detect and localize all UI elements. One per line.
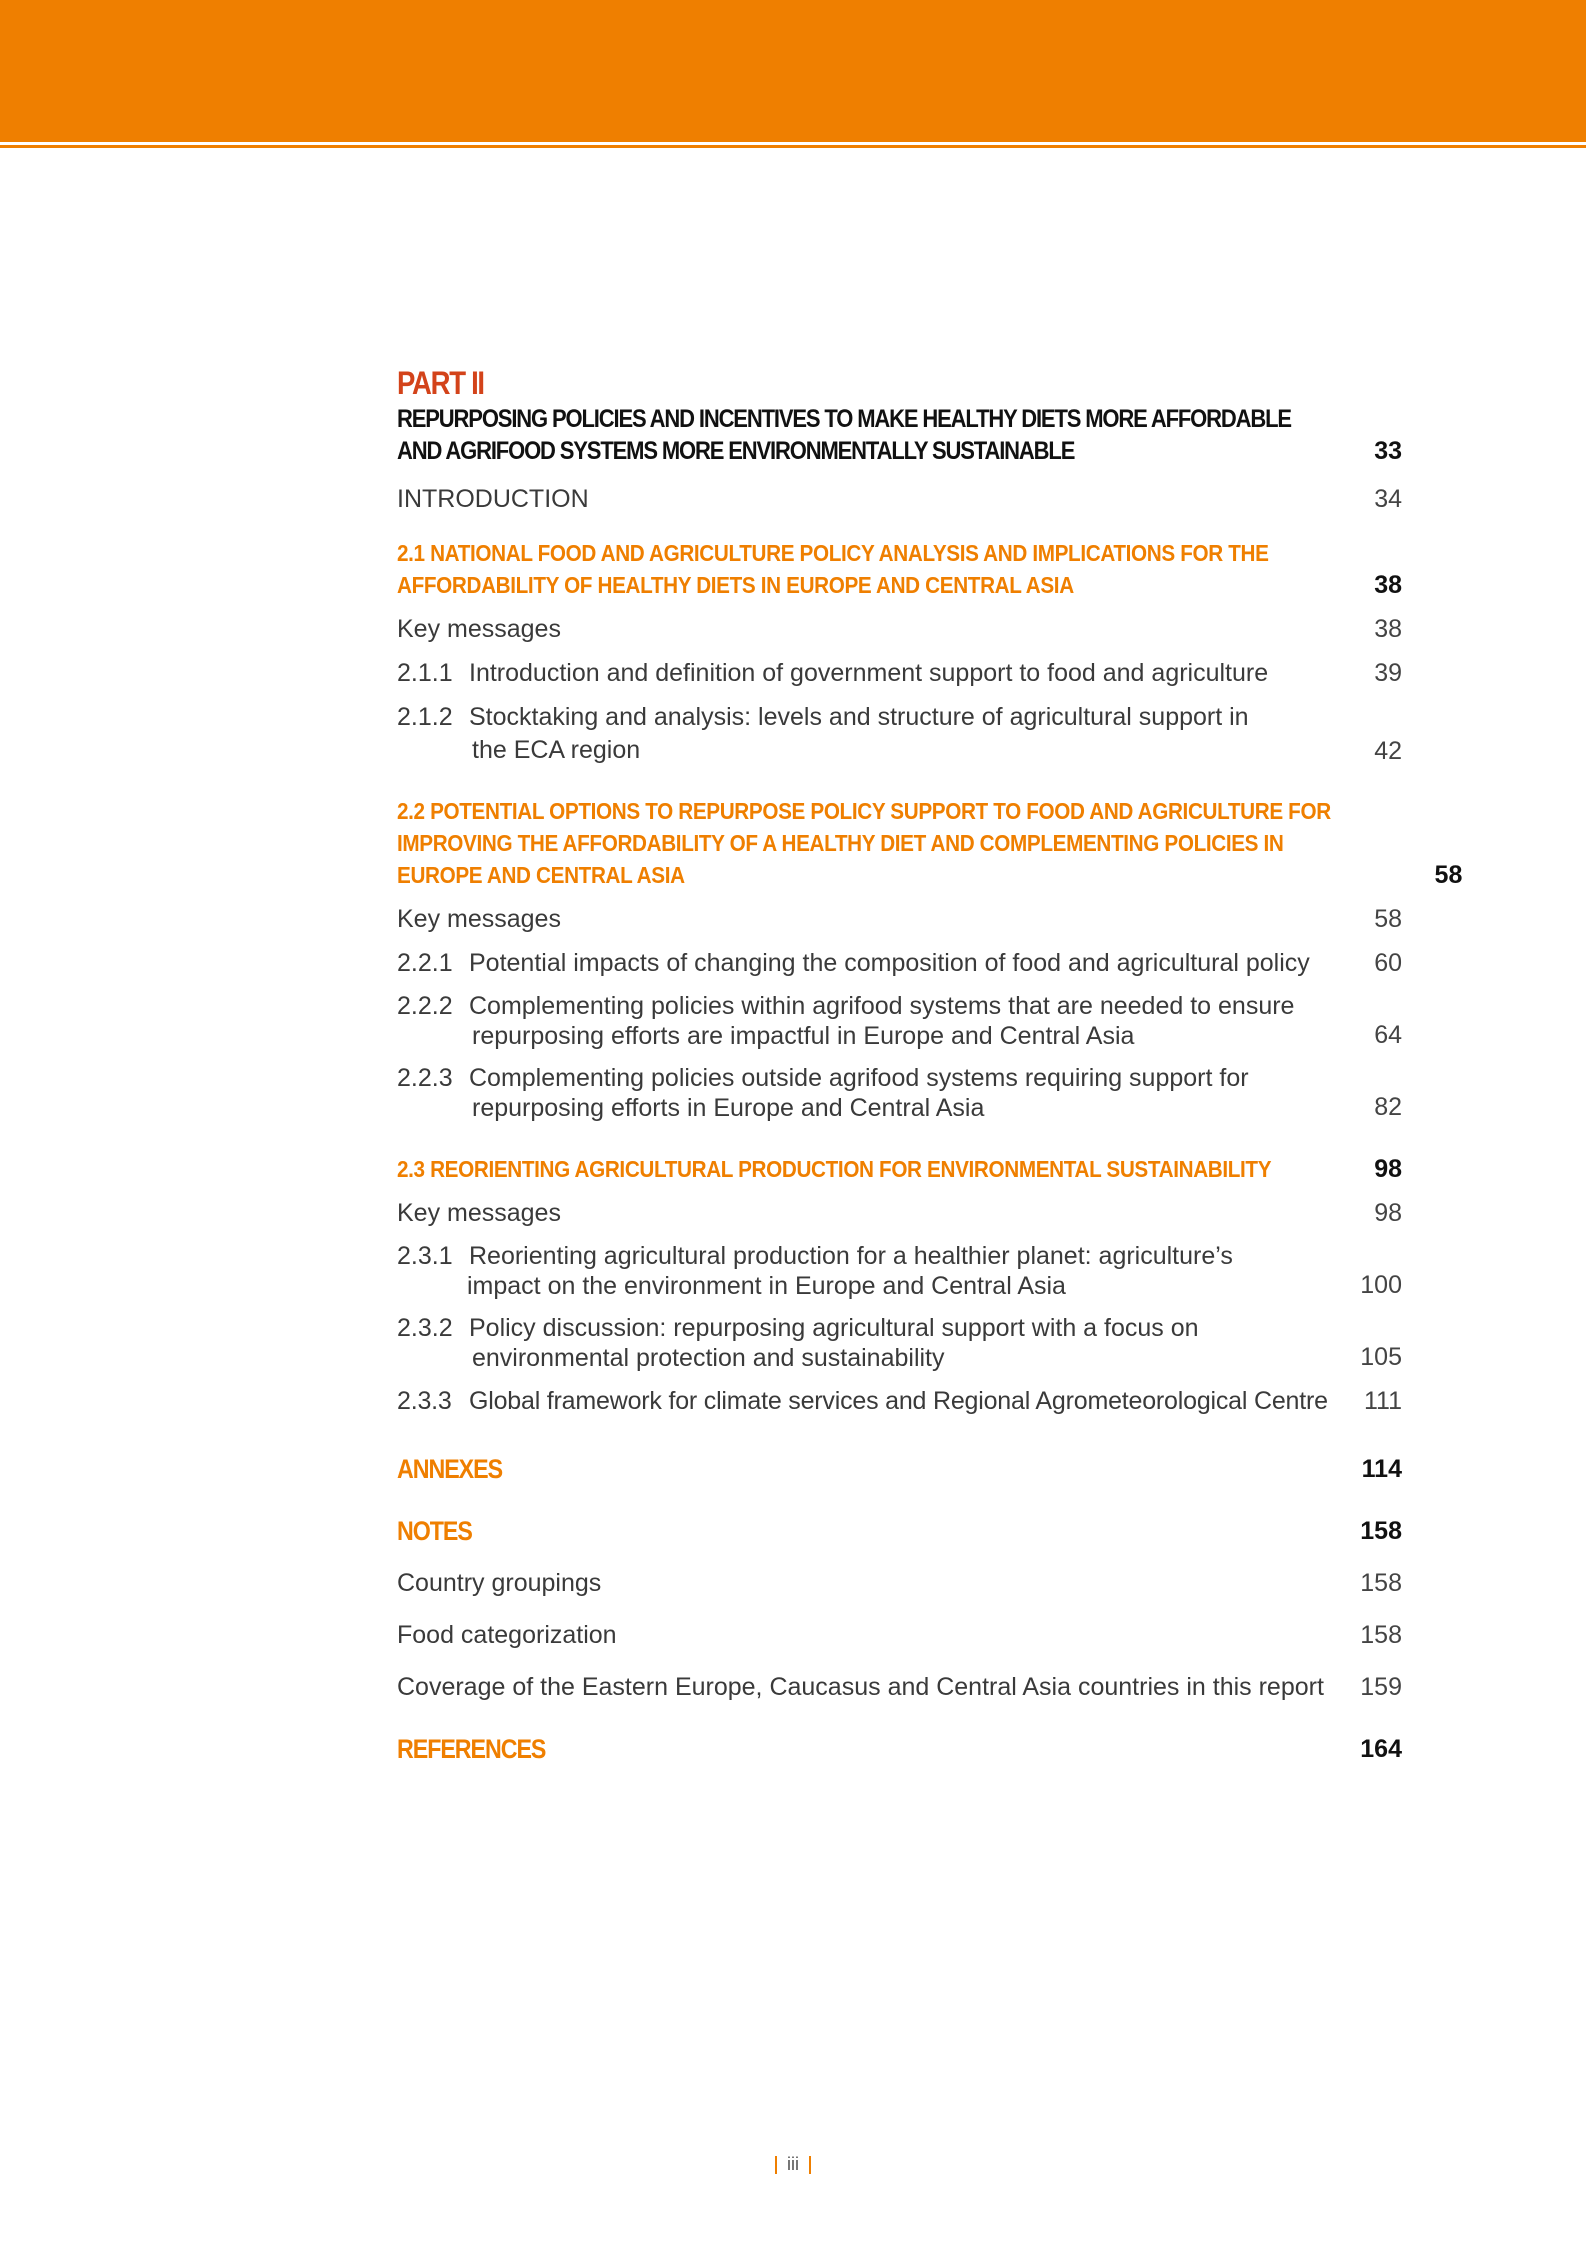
subsection-title <box>397 657 1268 689</box>
toc-entry-2-3-2[interactable] <box>397 1313 1402 1373</box>
part-page-number: 33 <box>1374 437 1402 465</box>
footer-page-number: iii <box>787 2154 799 2174</box>
subsection-title-line-1: Complementing policies within agrifood systems that are needed to ensure <box>469 992 1295 1020</box>
section-2-3-heading-line-1: 2.3 REORIENTING AGRICULTURAL PRODUCTION FOR ENVIRONMENTAL SUSTAINABILITY <box>397 1156 1272 1182</box>
header-band <box>0 0 1586 142</box>
section-2-3-heading <box>397 1153 1368 1185</box>
subsection-number: 2.2.1 <box>397 949 453 977</box>
subsection-title-line-2: repurposing efforts are impactful in Europe and Central Asia <box>472 1022 1135 1050</box>
subsection-title-line-1: Policy discussion: repurposing agricultural support with a focus on <box>469 1314 1199 1342</box>
subsection-title <box>397 1241 1233 1301</box>
subsection-title-line-1: Introduction and definition of government support to food and agriculture <box>469 659 1269 687</box>
subsection-number: 2.3.3 <box>397 1387 452 1415</box>
section-2-1-key-messages-entry[interactable] <box>397 613 1402 645</box>
toc-entry-2-2-2[interactable] <box>397 991 1402 1051</box>
subsection-number: 2.1.2 <box>397 703 453 731</box>
key-messages-label: Key messages <box>397 905 561 933</box>
toc-entry-references[interactable] <box>397 1733 1402 1765</box>
subsection-page-number: 105 <box>1360 1343 1402 1371</box>
subsection-title-line-2: impact on the environment in Europe and Central Asia <box>467 1272 1066 1300</box>
subsection-number: 2.2.2 <box>397 992 453 1020</box>
annexes-page-number: 114 <box>1361 1455 1402 1483</box>
key-messages-page-number: 58 <box>1374 905 1402 933</box>
subsection-page-number: 39 <box>1374 659 1402 687</box>
subsection-title <box>397 1063 1249 1123</box>
references-label: REFERENCES <box>397 1734 546 1764</box>
part-title <box>397 403 1317 467</box>
section-2-1-heading-line-1: 2.1 NATIONAL FOOD AND AGRICULTURE POLICY ANALYSIS AND IMPLICATIONS FOR THE <box>397 540 1269 566</box>
section-2-2-heading-line-1: 2.2 POTENTIAL OPTIONS TO REPURPOSE POLICY SUPPORT TO FOOD AND AGRICULTURE FOR <box>397 798 1331 824</box>
notes-item-label: Food categorization <box>397 1621 617 1649</box>
subsection-title <box>397 991 1294 1051</box>
section-2-2-key-messages-entry[interactable] <box>397 903 1402 935</box>
subsection-title-line-1: Stocktaking and analysis: levels and structure of agricultural support in <box>469 703 1249 731</box>
part-title-line-1: REPURPOSING POLICIES AND INCENTIVES TO MAKE HEALTHY DIETS MORE AFFORDABLE <box>397 405 1291 433</box>
toc-entry-annexes[interactable] <box>397 1453 1402 1485</box>
subsection-title <box>397 701 1249 767</box>
section-2-2-heading-entry[interactable] <box>397 795 1463 891</box>
toc-entry-2-2-1[interactable] <box>397 947 1402 979</box>
subsection-page-number: 60 <box>1374 949 1402 977</box>
toc-entry-2-3-1[interactable] <box>397 1241 1402 1301</box>
section-2-2-heading <box>397 795 1435 891</box>
annexes-label: ANNEXES <box>397 1454 503 1484</box>
toc-entry-2-3-3[interactable] <box>397 1385 1402 1417</box>
page-footer <box>0 2154 1586 2175</box>
subsection-page-number: 111 <box>1363 1387 1402 1415</box>
table-of-contents <box>397 365 1463 1765</box>
subsection-title <box>397 1385 1328 1417</box>
subsection-page-number: 82 <box>1374 1093 1402 1121</box>
key-messages-label: Key messages <box>397 1199 561 1227</box>
notes-item-page-number: 158 <box>1360 1621 1402 1649</box>
subsection-page-number: 42 <box>1374 737 1402 765</box>
notes-item-label: Coverage of the Eastern Europe, Caucasus and Central Asia countries in this report <box>397 1673 1324 1701</box>
references-page-number: 164 <box>1360 1735 1402 1763</box>
subsection-title-line-1: Potential impacts of changing the composition of food and agricultural policy <box>469 949 1310 977</box>
toc-entry-coverage[interactable] <box>397 1671 1402 1703</box>
notes-label: NOTES <box>397 1516 472 1546</box>
subsection-title-line-1: Global framework for climate services and Regional Agrometeorological Centre <box>469 1387 1328 1415</box>
subsection-title-line-2: the ECA region <box>472 736 641 764</box>
notes-item-page-number: 158 <box>1360 1569 1402 1597</box>
subsection-number: 2.2.3 <box>397 1064 453 1092</box>
section-2-1-heading-line-2: AFFORDABILITY OF HEALTHY DIETS IN EUROPE AND CENTRAL ASIA <box>397 572 1074 598</box>
toc-entry-introduction[interactable] <box>397 483 1402 515</box>
section-2-1-heading <box>397 537 1365 601</box>
part-title-entry[interactable] <box>397 403 1402 467</box>
subsection-title <box>397 947 1310 979</box>
section-2-3-heading-entry[interactable] <box>397 1153 1402 1185</box>
subsection-page-number: 100 <box>1360 1271 1402 1299</box>
toc-entry-2-2-3[interactable] <box>397 1063 1402 1123</box>
section-2-2-heading-line-2: IMPROVING THE AFFORDABILITY OF A HEALTHY DIET AND COMPLEMENTING POLICIES IN <box>397 830 1284 856</box>
part-label: PART II <box>397 365 484 401</box>
subsection-title-line-1: Complementing policies outside agrifood systems requiring support for <box>469 1064 1249 1092</box>
footer-right-bar <box>809 2156 811 2174</box>
introduction-page-number: 34 <box>1374 485 1402 513</box>
toc-entry-notes[interactable] <box>397 1515 1402 1547</box>
notes-item-page-number: 159 <box>1360 1673 1402 1701</box>
section-2-1-heading-entry[interactable] <box>397 537 1402 601</box>
subsection-title-line-1: Reorienting agricultural production for a healthier planet: agriculture’s <box>469 1242 1233 1270</box>
subsection-title-line-2: repurposing efforts in Europe and Central Asia <box>472 1094 985 1122</box>
notes-page-number: 158 <box>1360 1517 1402 1545</box>
subsection-title <box>397 1313 1199 1373</box>
subsection-page-number: 64 <box>1374 1021 1402 1049</box>
part-title-line-2: AND AGRIFOOD SYSTEMS MORE ENVIRONMENTALLY SUSTAINABLE <box>397 437 1075 465</box>
notes-item-label: Country groupings <box>397 1569 602 1597</box>
introduction-label: INTRODUCTION <box>397 485 589 513</box>
key-messages-page-number: 38 <box>1374 615 1402 643</box>
section-2-3-page-number: 98 <box>1374 1155 1402 1183</box>
section-2-1-page-number: 38 <box>1374 571 1402 599</box>
subsection-number: 2.3.2 <box>397 1314 453 1342</box>
subsection-number: 2.1.1 <box>397 659 453 687</box>
key-messages-label: Key messages <box>397 615 561 643</box>
toc-entry-country-groupings[interactable] <box>397 1567 1402 1599</box>
toc-entry-2-1-1[interactable] <box>397 657 1402 689</box>
subsection-number: 2.3.1 <box>397 1242 453 1270</box>
key-messages-page-number: 98 <box>1374 1199 1402 1227</box>
subsection-title-line-2: environmental protection and sustainability <box>472 1344 945 1372</box>
section-2-2-heading-line-3: EUROPE AND CENTRAL ASIA <box>397 862 685 888</box>
header-rule <box>0 145 1586 148</box>
footer-left-bar <box>775 2156 777 2174</box>
section-2-2-page-number: 58 <box>1434 861 1463 889</box>
section-2-3-key-messages-entry[interactable] <box>397 1197 1402 1229</box>
toc-entry-food-categorization[interactable] <box>397 1619 1402 1651</box>
toc-entry-2-1-2[interactable] <box>397 701 1402 767</box>
